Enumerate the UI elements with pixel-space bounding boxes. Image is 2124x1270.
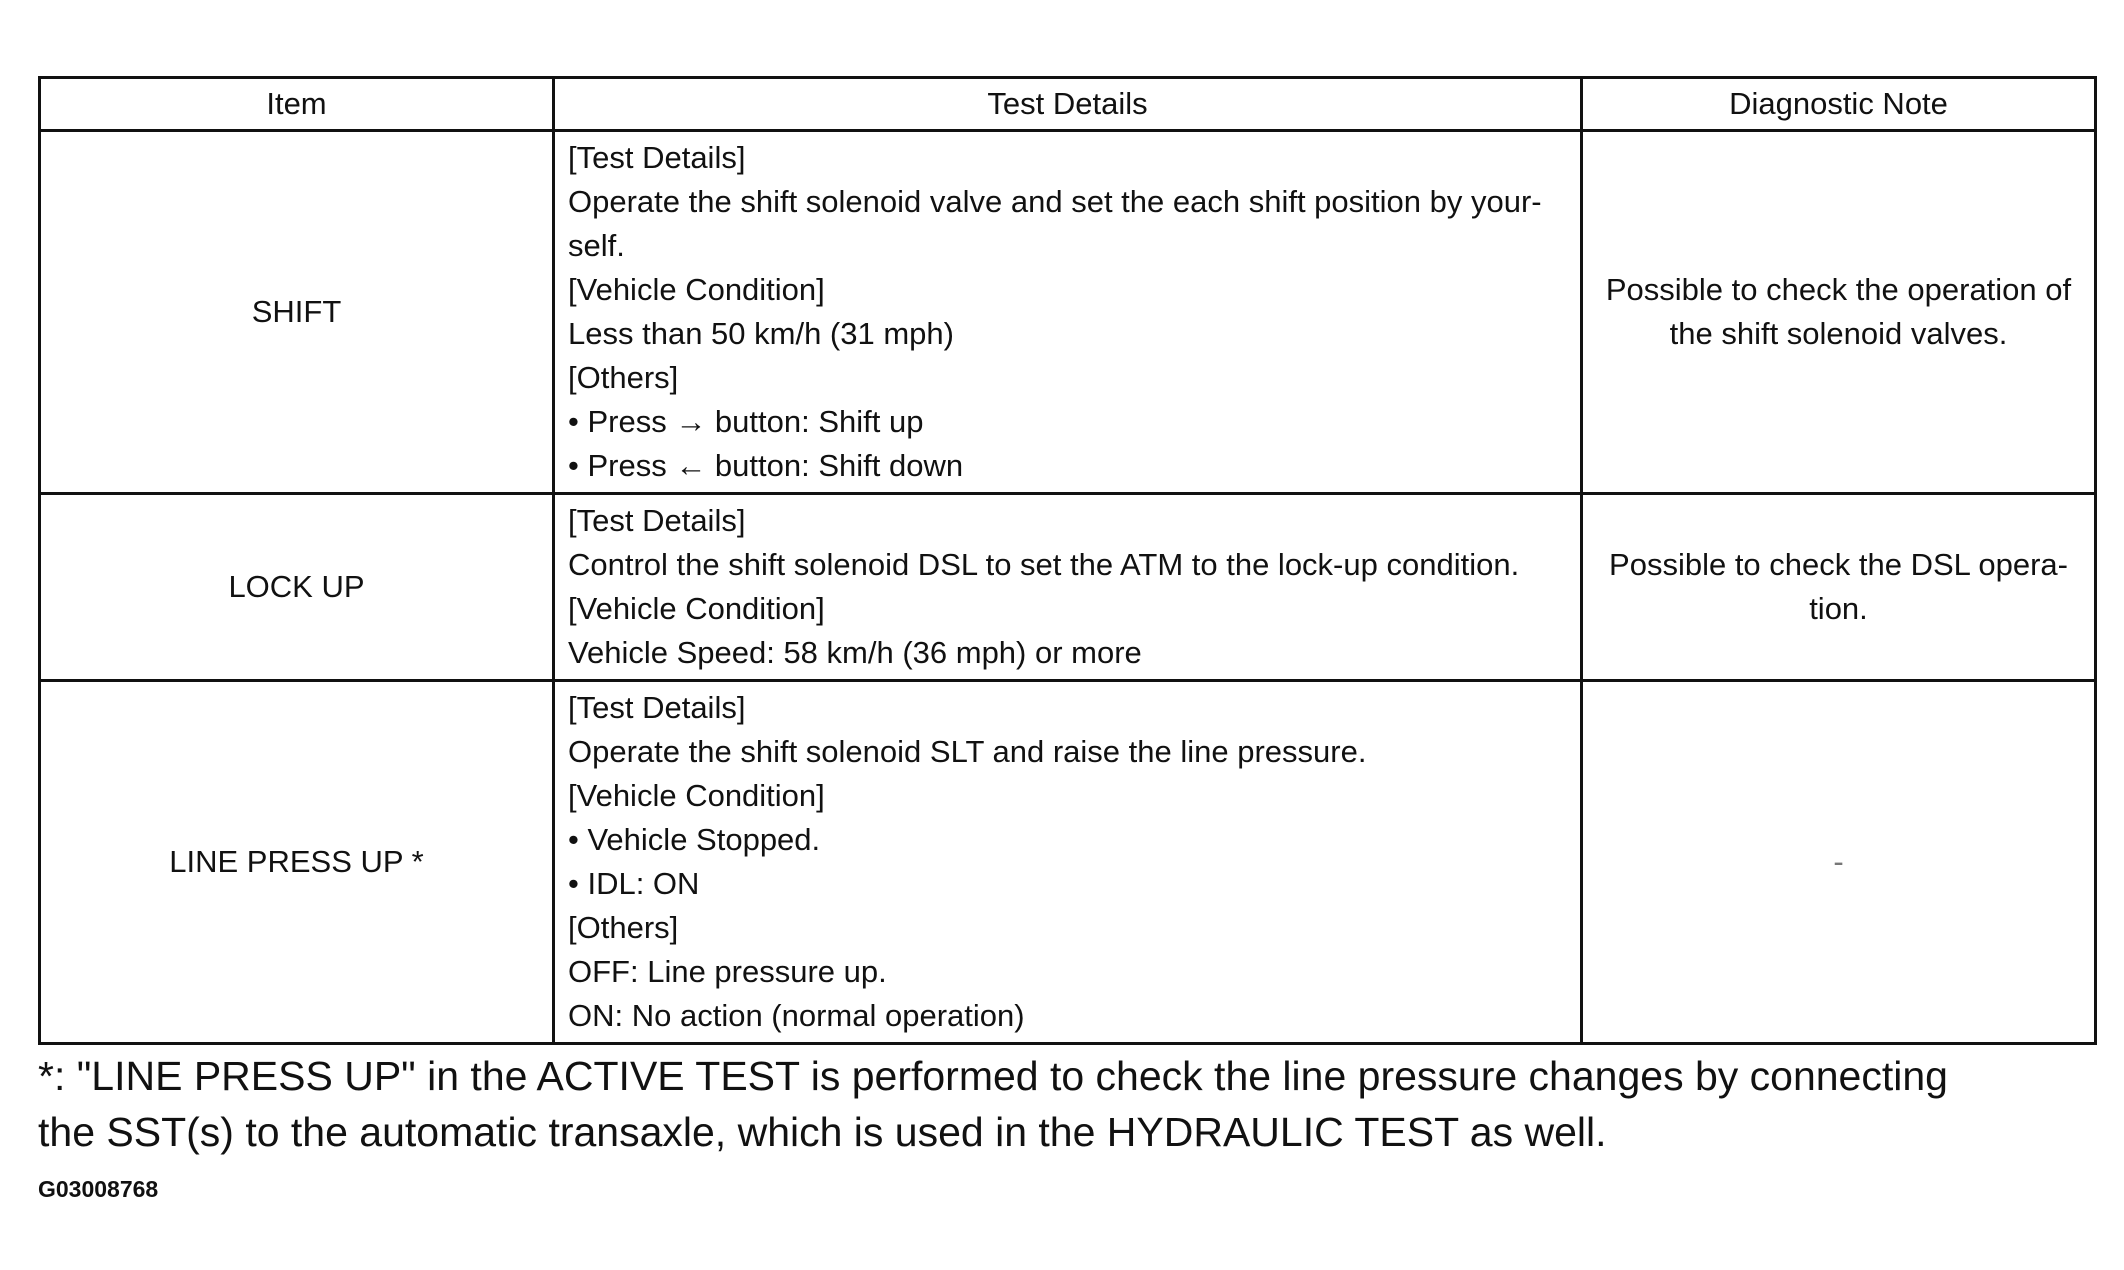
details-line: [Vehicle Condition] [568,272,825,307]
note-line: tion. [1809,591,1868,626]
details-line: Control the shift solenoid DSL to set the ATM to the lock-up condition. [568,547,1520,582]
note-cell [1582,681,2096,1044]
note-line: Possible to check the DSL opera- [1609,547,2068,582]
header-test-details: Test Details [554,78,1582,131]
footnote-line: *: "LINE PRESS UP" in the ACTIVE TEST is performed to check the line pressure changes by connecting [38,1053,1948,1099]
details-bullet-line: • Press → button: Shift up [568,404,924,439]
note-cell [1582,131,2096,494]
details-cell [554,494,1582,681]
details-bullet-line: • Vehicle Stopped. [568,822,821,857]
table-row-shift [40,131,2096,494]
details-line: [Vehicle Condition] [568,778,825,813]
footnote [38,1048,2108,1160]
details-cell [554,681,1582,1044]
details-line: ON: No action (normal operation) [568,998,1025,1033]
item-cell: LINE PRESS UP * [40,681,554,1044]
figure-id: G03008768 [38,1176,159,1202]
details-bullet-line: • Press ← button: Shift down [568,448,964,483]
details-line: [Test Details] [568,503,746,538]
details-line: Less than 50 km/h (31 mph) [568,316,954,351]
note-line: Possible to check the operation of [1605,272,2072,307]
item-cell: LOCK UP [40,494,554,681]
header-item: Item [40,78,554,131]
table-header-row [40,78,2096,131]
details-line: [Others] [568,360,679,395]
details-line: [Test Details] [568,690,746,725]
details-line: self. [568,228,625,263]
note-line: - [1833,844,1844,879]
table-row-lock-up [40,494,2096,681]
details-bullet-line: • IDL: ON [568,866,700,901]
details-line: OFF: Line pressure up. [568,954,887,989]
details-line: [Others] [568,910,679,945]
active-test-table [38,76,2097,1045]
footnote-line: the SST(s) to the automatic transaxle, which is used in the HYDRAULIC TEST as well. [38,1109,1607,1155]
details-line: [Test Details] [568,140,746,175]
details-cell [554,131,1582,494]
note-cell [1582,494,2096,681]
note-line: the shift solenoid valves. [1669,316,2008,351]
header-diagnostic-note: Diagnostic Note [1582,78,2096,131]
details-line: Operate the shift solenoid SLT and raise the line pressure. [568,734,1367,769]
table-row-line-press-up [40,681,2096,1044]
details-line: Operate the shift solenoid valve and set the each shift position by your- [568,184,1542,219]
item-cell: SHIFT [40,131,554,494]
details-line: [Vehicle Condition] [568,591,825,626]
details-line: Vehicle Speed: 58 km/h (36 mph) or more [568,635,1142,670]
